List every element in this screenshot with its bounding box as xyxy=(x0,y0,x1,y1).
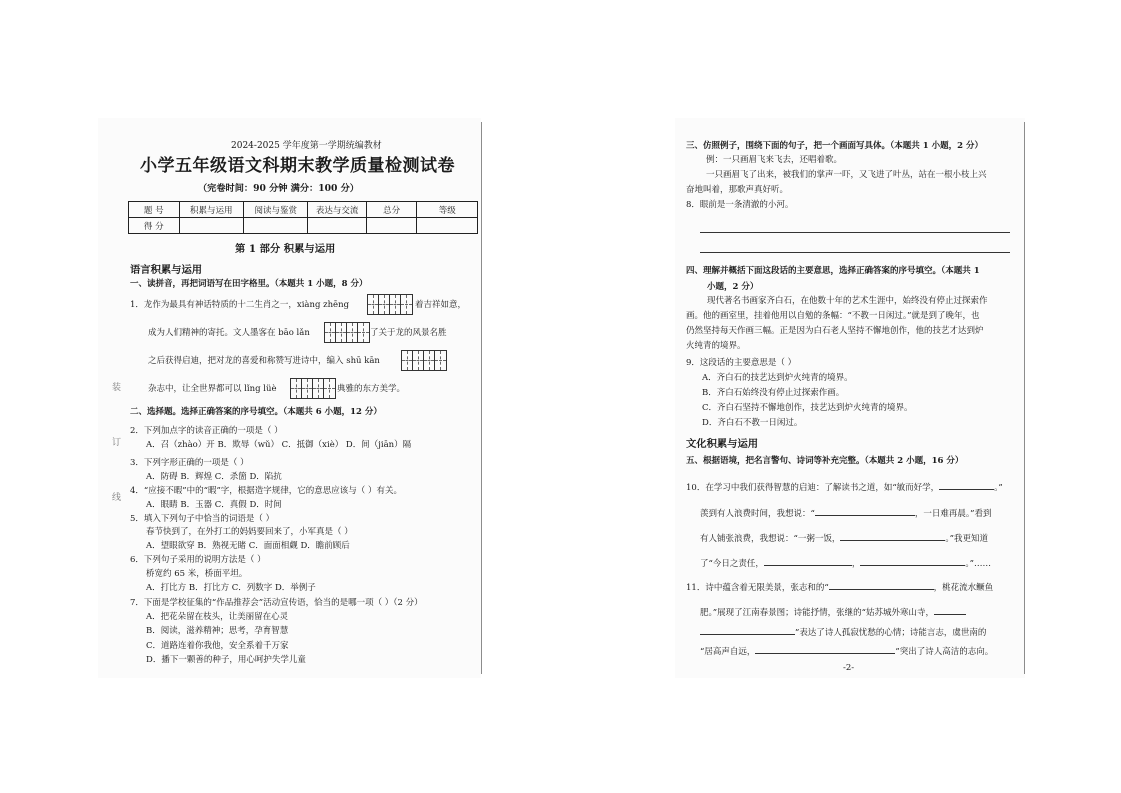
tianzige-grid[interactable] xyxy=(290,378,336,399)
q7-option-a: A．把花朵留在枝头，让美丽留在心灵 xyxy=(146,612,289,622)
fill-blank[interactable] xyxy=(829,581,934,590)
q10-text: 。”我更知道 xyxy=(945,534,988,544)
section-3-example: 例：一只画眉飞来飞去，还唱着歌。 xyxy=(706,155,843,165)
tianzige-grid[interactable] xyxy=(367,294,413,315)
score-cell: 题 号 xyxy=(129,202,180,218)
score-input-cell[interactable] xyxy=(417,218,478,234)
score-table xyxy=(128,201,478,234)
tianzige-grid[interactable] xyxy=(401,350,447,371)
q7-stem: 7．下面是学校征集的“作品推荐会”活动宣传语，恰当的是哪一项（ ）（2 分） xyxy=(130,598,423,608)
fill-blank[interactable] xyxy=(939,481,994,490)
q11-line3 xyxy=(700,626,986,639)
q1-line2-end: 了关于龙的风景名胜 xyxy=(370,328,447,338)
q1-line4-end: 典雅的东方美学。 xyxy=(337,384,406,394)
q4-options: A．眼睛 B．玉器 C．真假 D．时间 xyxy=(146,500,282,510)
score-cell: 积累与运用 xyxy=(179,202,243,218)
q11-text: ”突出了诗人高洁的志向。 xyxy=(895,647,994,657)
exam-time-info: （完卷时间：90 分钟 满分：100 分） xyxy=(198,183,359,194)
q2-options: A．召（zhào）开 B．欺辱（wǔ） C．抵御（xiè） D．间（jiān）隔 xyxy=(146,440,412,450)
passage-line: 画。他的画室里，挂着他用以自勉的条幅：“不教一日闲过。”就是到了晚年，也 xyxy=(686,311,980,321)
score-cell: 等级 xyxy=(417,202,478,218)
q11-line4 xyxy=(700,645,993,658)
score-input-cell[interactable] xyxy=(308,218,366,234)
section-3-title: 三、仿照例子，围绕下面的句子，把一个画面写具体。（本题共 1 小题，2 分） xyxy=(686,141,983,151)
score-cell: 阅读与鉴赏 xyxy=(243,202,307,218)
q3-options: A．防碍 B．辉煌 C．杀箇 D．陷抗 xyxy=(146,472,282,482)
tianzige-grid[interactable] xyxy=(324,322,370,343)
q8-stem: 8．眼前是一条清澈的小河。 xyxy=(686,200,794,210)
section-heading: 语言积累与运用 xyxy=(130,264,203,276)
section-4-title: 四、理解并概括下面这段话的主要意思，选择正确答案的序号填空。（本题共 1 xyxy=(686,266,980,276)
q10-text: 。”…… xyxy=(965,559,991,569)
q10-text: 。” xyxy=(994,483,1003,493)
section-heading: 文化积累与运用 xyxy=(686,438,759,450)
section-3-example-line2: 奋地叫着，那歌声真好听。 xyxy=(686,185,789,195)
q5-options: A．望眼欲穿 B．熟视无睹 C．面面相觑 D．瞻前顾后 xyxy=(146,541,350,551)
fill-blank[interactable] xyxy=(700,626,795,635)
margin-mark: 线 xyxy=(112,493,122,503)
q7-option-d: D．播下一颗善的种子，用心呵护失学儿童 xyxy=(146,655,306,665)
q5-stem: 5．填入下列句子中恰当的词语是（ ） xyxy=(130,514,275,524)
q2-stem: 2．下列加点字的读音正确的一项是（ ） xyxy=(130,426,283,436)
q10-text: 有人铺张浪费，我想说：“一粥一饭， xyxy=(700,534,841,544)
margin-mark: 装 xyxy=(112,383,122,393)
q10-line3 xyxy=(700,532,988,545)
q9-option-d: D．齐白石不教一日闲过。 xyxy=(702,418,803,428)
q11-text: “居高声自远， xyxy=(700,647,756,657)
fill-blank[interactable] xyxy=(815,507,915,516)
q11-text: 11．诗中蕴含着无限美景，张志和的“ xyxy=(686,583,829,593)
score-input-cell[interactable] xyxy=(179,218,243,234)
q10-text: 了“今日之责任， xyxy=(700,559,764,569)
score-input-cell[interactable] xyxy=(366,218,417,234)
q9-stem: 9．这段话的主要意思是（ ） xyxy=(686,358,797,368)
score-table-header-row xyxy=(129,202,478,218)
exam-title: 小学五年级语文科期末教学质量检测试卷 xyxy=(140,156,455,176)
exam-subtitle: 2024-2025 学年度第一学期统编教材 xyxy=(231,141,382,151)
q10-text: 10．在学习中我们获得智慧的启迪：了解读书之道，如“敏而好学， xyxy=(686,483,940,493)
q4-stem: 4．“应接不暇”中的“暇”字，根据造字规律，它的意思应该与（ ）有关。 xyxy=(130,486,402,496)
q6-stem: 6．下列句子采用的说明方法是（ ） xyxy=(130,555,266,565)
passage-line: 现代著名书画家齐白石，在他数十年的艺术生涯中，始终没有停止过探索作 xyxy=(707,296,988,306)
fill-blank[interactable] xyxy=(755,645,895,654)
q10-line2 xyxy=(700,507,991,520)
q10-text: ， xyxy=(851,559,861,569)
q1-line1-end: 着吉祥如意， xyxy=(415,300,467,310)
section-2-title: 二、选择题。选择正确答案的序号填空。（本题共 6 小题，12 分） xyxy=(130,407,382,417)
q9-option-c: C．齐白石坚持不懈地创作，技艺达到炉火纯青的境界。 xyxy=(702,403,913,413)
q1-line1: 1．龙作为最具有神话特质的十二生肖之一，xiàng zhēng xyxy=(130,300,350,310)
page-left-edge xyxy=(481,122,482,674)
page-number: -2- xyxy=(843,663,855,673)
q10-line1 xyxy=(686,481,1003,494)
q11-line2 xyxy=(700,606,966,619)
q10-text: 羡到有人浪费时间，我想说：“ xyxy=(700,509,815,519)
fill-blank[interactable] xyxy=(840,532,945,541)
score-cell: 得 分 xyxy=(129,218,180,234)
score-input-cell[interactable] xyxy=(243,218,307,234)
score-cell: 总分 xyxy=(366,202,417,218)
q11-text: ，桃花流水鳜鱼 xyxy=(933,583,994,593)
binding-margin-marks xyxy=(112,380,122,545)
score-table-score-row xyxy=(129,218,478,234)
q10-line4 xyxy=(700,557,991,570)
q9-option-b: B．齐白石始终没有停止过探索作画。 xyxy=(702,388,845,398)
q11-text: 肥。”展现了江南春景图；诗能抒情，张继的“姑苏城外寒山寺， xyxy=(700,608,934,618)
q11-line1 xyxy=(686,581,993,594)
q1-line4: 杂志中，让全世界都可以 lǐng lüè xyxy=(148,384,277,394)
section-3-example-line1: 一只画眉飞了出来，被我们的掌声一吓，又飞进了叶丛，站在一根小枝上兴 xyxy=(706,170,987,180)
page-right-edge xyxy=(1024,122,1025,674)
fill-blank[interactable] xyxy=(860,557,965,566)
section-1-title: 一、读拼音，再把词语写在田字格里。（本题共 1 小题，8 分） xyxy=(130,279,368,289)
answer-line[interactable] xyxy=(700,252,1010,253)
q6-options: A．打比方 B．打比方 C．列数字 D．举例子 xyxy=(146,583,316,593)
q9-option-a: A．齐白石的技艺达到炉火纯青的境界。 xyxy=(702,373,853,383)
margin-mark: 订 xyxy=(112,438,122,448)
q5-text: 春节快到了，在外打工的妈妈要回来了，小军真是（ ） xyxy=(146,527,353,537)
q3-stem: 3．下列字形正确的一项是（ ） xyxy=(130,458,249,468)
q1-line3: 之后获得启迪，把对龙的喜爱和称赞写进诗中，编入 shū kān xyxy=(148,356,380,366)
q11-text: ”表达了诗人孤寂忧愁的心情；诗能言志，虞世南的 xyxy=(795,628,987,638)
q1-line2: 成为人们精神的寄托。文人墨客在 bāo lǎn xyxy=(148,328,310,338)
section-5-title: 五、根据语境，把名言警句、诗词等补充完整。（本题共 2 小题，16 分） xyxy=(686,456,964,466)
q10-text: ，一日难再晨。”看到 xyxy=(914,509,992,519)
q7-option-b: B．阅读，滋养精神；思考，孕育智慧 xyxy=(146,626,289,636)
section-4-title-cont: 小题，2 分） xyxy=(707,282,759,292)
fill-blank[interactable] xyxy=(764,557,852,566)
part-title: 第 1 部分 积累与运用 xyxy=(235,243,336,255)
q7-option-c: C．道路连着你我他，安全系着千万家 xyxy=(146,641,289,651)
answer-line[interactable] xyxy=(700,232,1010,233)
q6-text: 桥宽约 65 米，桥面平坦。 xyxy=(146,569,248,579)
fill-blank[interactable] xyxy=(934,606,966,615)
passage-line: 仍然坚持每天作画三幅。正是因为白石老人坚持不懈地创作，他的技艺才达到炉 xyxy=(686,326,984,336)
passage-line: 火纯青的境界。 xyxy=(686,341,746,351)
score-cell: 表达与交流 xyxy=(308,202,366,218)
